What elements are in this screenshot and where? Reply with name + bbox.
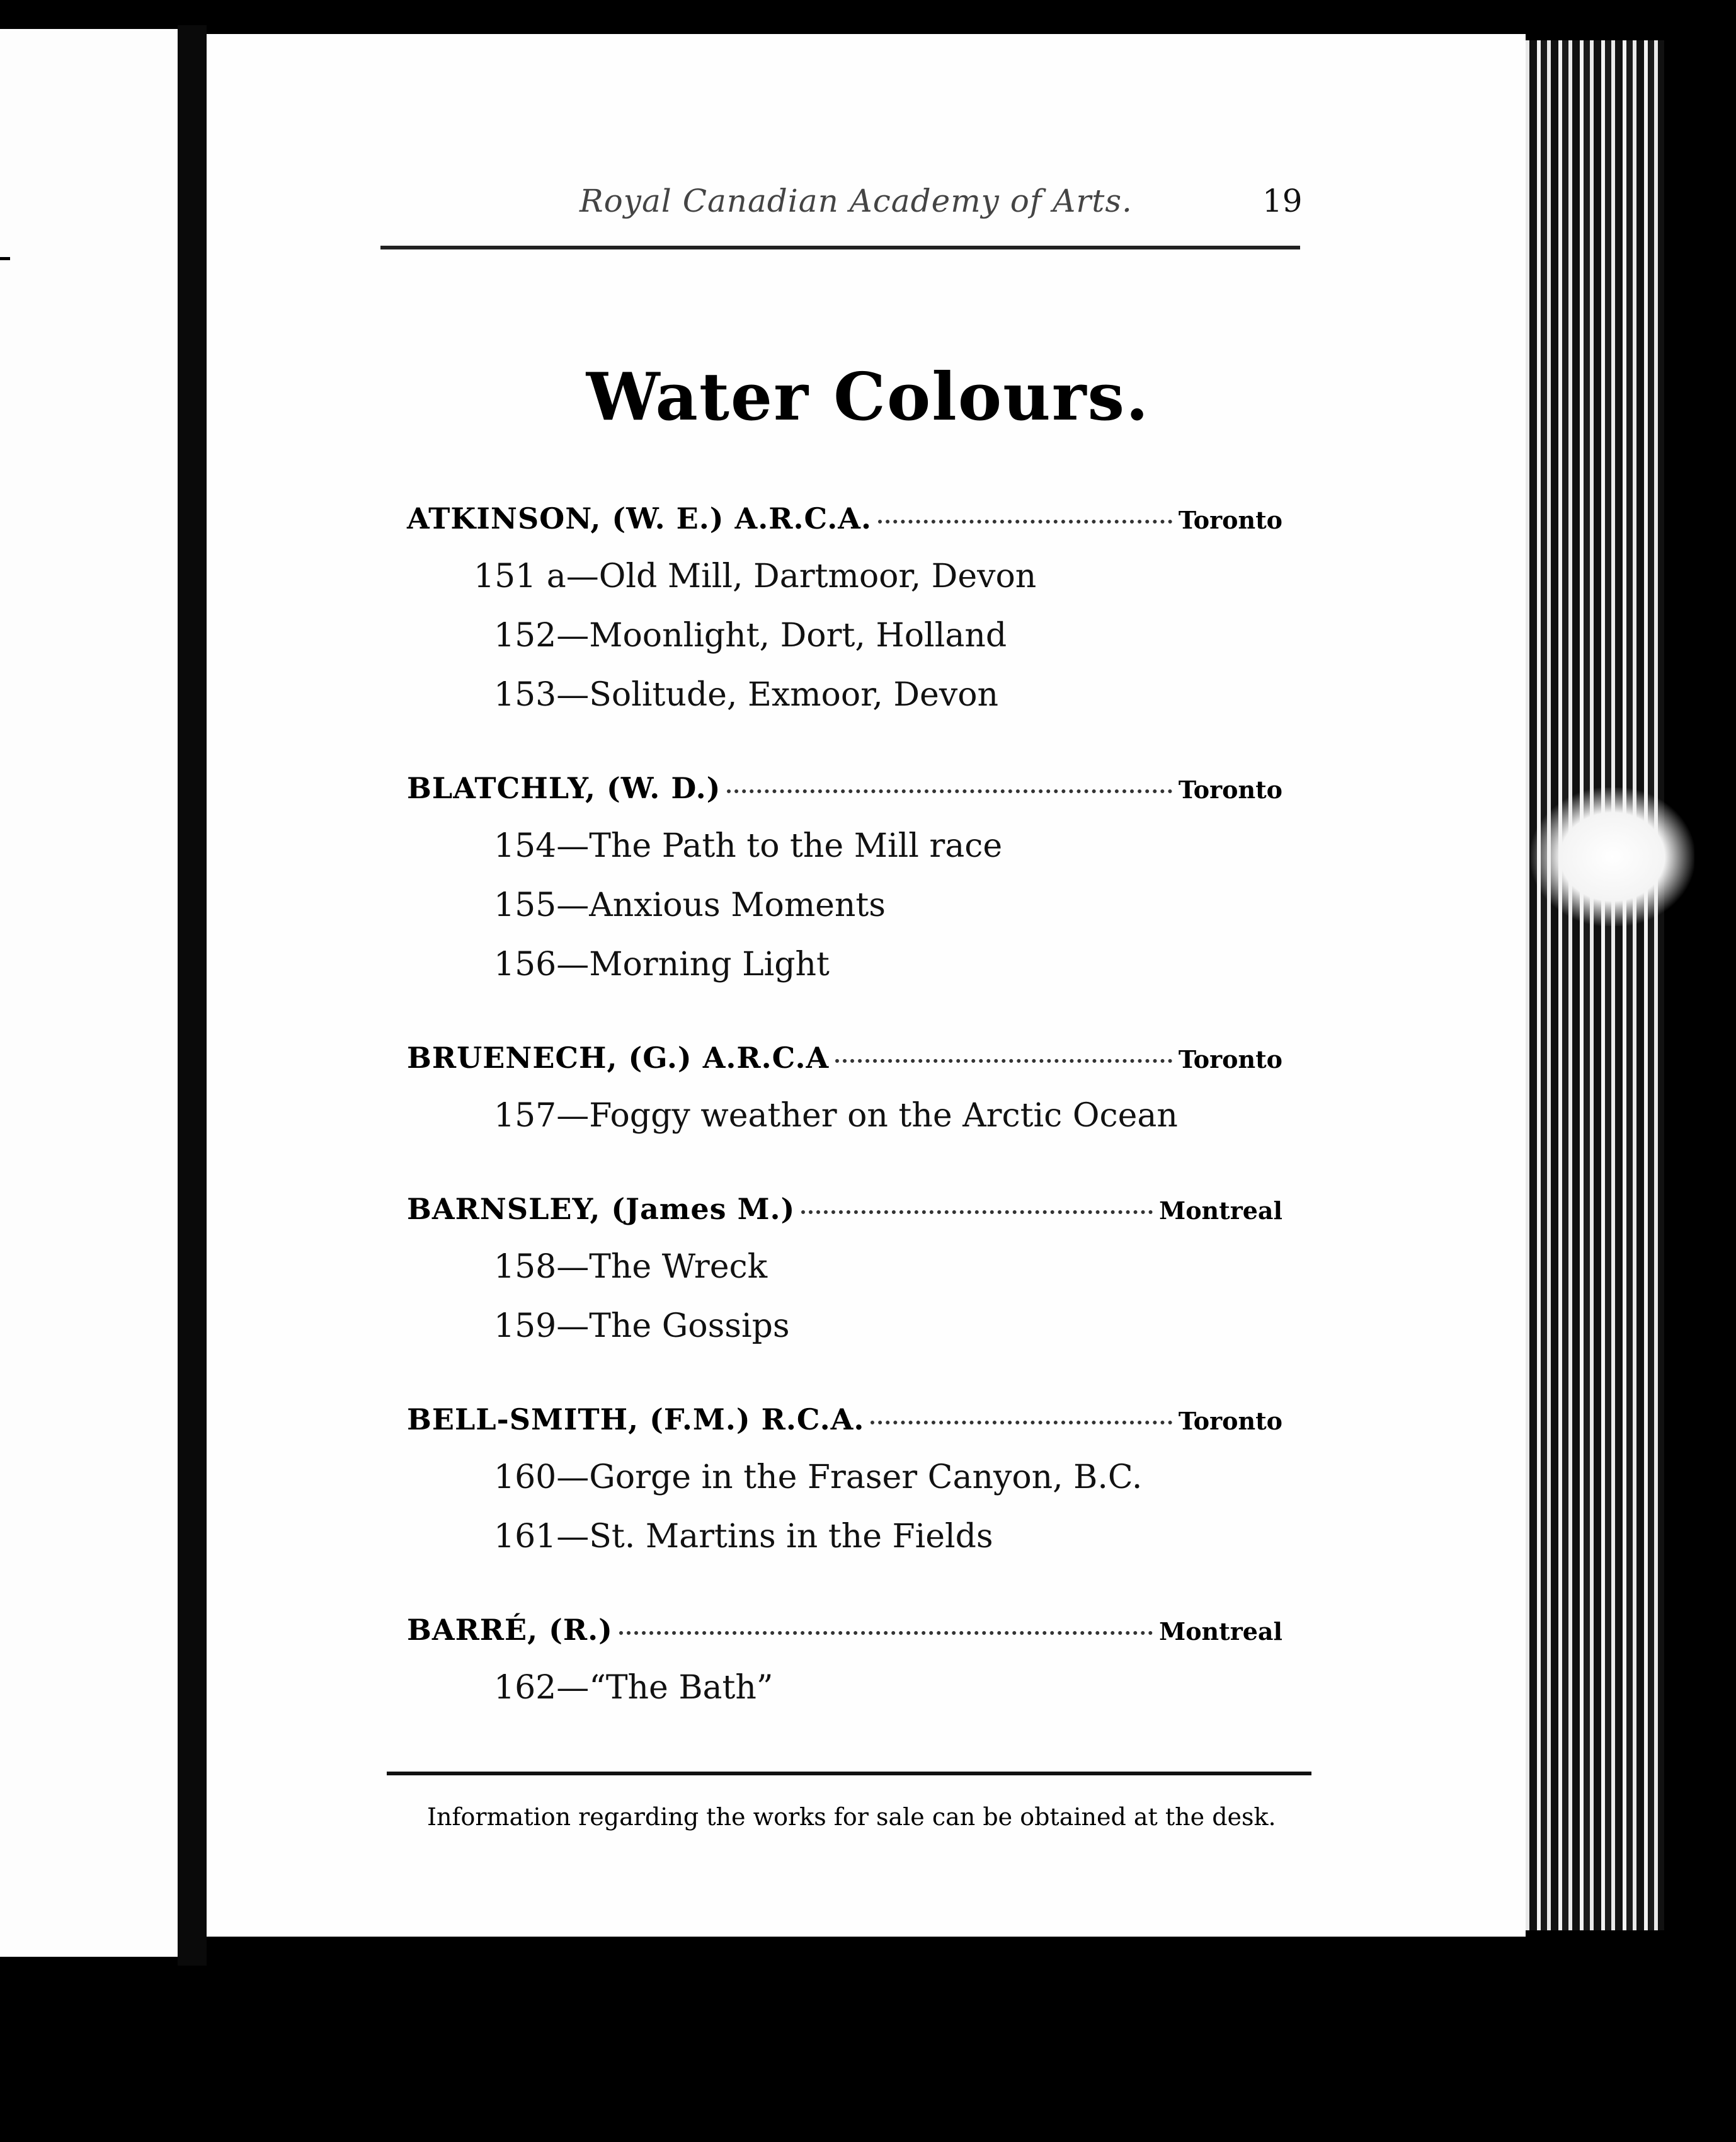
- page-edges: [1526, 40, 1664, 1930]
- edge-smudge: [1531, 788, 1694, 926]
- work-item: 153—Solitude, Exmoor, Devon: [494, 676, 998, 714]
- artist-name: BARRÉ, (R.): [407, 1613, 613, 1647]
- previous-page-mark: [0, 257, 10, 260]
- book-gutter: [178, 25, 207, 1966]
- work-item: 152—Moonlight, Dort, Holland: [494, 617, 1007, 655]
- previous-page-edge: [0, 29, 178, 1957]
- artist-line: [407, 501, 1282, 547]
- artist-entry: [407, 1041, 1282, 1145]
- artist-line: [407, 771, 1282, 816]
- artist-entry: [407, 1192, 1282, 1356]
- dot-leader: [871, 1421, 1172, 1424]
- dot-leader: [878, 520, 1172, 524]
- header-rule: [380, 246, 1300, 249]
- work-item: 160—Gorge in the Fraser Canyon, B.C.: [494, 1458, 1143, 1496]
- work-item: 155—Anxious Moments: [494, 886, 886, 924]
- artist-city: Montreal: [1159, 1196, 1282, 1225]
- artist-city: Toronto: [1178, 506, 1282, 534]
- footnote: Information regarding the works for sale can be obtained at the desk.: [427, 1803, 1276, 1831]
- work-item: 156—Morning Light: [494, 946, 830, 983]
- page-number: 19: [1262, 183, 1303, 219]
- artist-city: Montreal: [1159, 1617, 1282, 1646]
- footer-rule: [387, 1772, 1311, 1775]
- artist-city: Toronto: [1178, 1407, 1282, 1435]
- work-item: 154—The Path to the Mill race: [494, 827, 1003, 865]
- work-item: 159—The Gossips: [494, 1307, 790, 1345]
- artist-line: [407, 1192, 1282, 1237]
- artist-city: Toronto: [1178, 776, 1282, 804]
- work-item: 162—“The Bath”: [494, 1669, 774, 1707]
- artist-line: [407, 1041, 1282, 1086]
- section-title: Water Colours.: [586, 358, 1150, 435]
- dot-leader: [835, 1059, 1172, 1063]
- artist-entry: [407, 501, 1282, 724]
- artist-city: Toronto: [1178, 1045, 1282, 1074]
- artist-entry: [407, 771, 1282, 994]
- artist-name: BARNSLEY, (James M.): [407, 1192, 796, 1226]
- artist-entry: [407, 1402, 1282, 1566]
- dot-leader: [727, 789, 1172, 793]
- artist-entries: [407, 501, 1282, 1764]
- work-item: 158—The Wreck: [494, 1248, 768, 1286]
- work-item: 157—Foggy weather on the Arctic Ocean: [494, 1097, 1178, 1135]
- artist-name: BELL-SMITH, (F.M.) R.C.A.: [407, 1402, 865, 1436]
- work-item: 151 a—Old Mill, Dartmoor, Devon: [474, 558, 1037, 595]
- artist-name: BRUENECH, (G.) A.R.C.A: [407, 1041, 830, 1075]
- running-head: Royal Canadian Academy of Arts.: [580, 183, 1133, 219]
- artist-name: BLATCHLY, (W. D.): [407, 771, 721, 805]
- artist-entry: [407, 1613, 1282, 1717]
- artist-line: [407, 1613, 1282, 1658]
- artist-line: [407, 1402, 1282, 1448]
- artist-name: ATKINSON, (W. E.) A.R.C.A.: [407, 501, 872, 536]
- work-item: 161—St. Martins in the Fields: [494, 1518, 993, 1555]
- dot-leader: [801, 1210, 1153, 1214]
- dot-leader: [619, 1631, 1153, 1635]
